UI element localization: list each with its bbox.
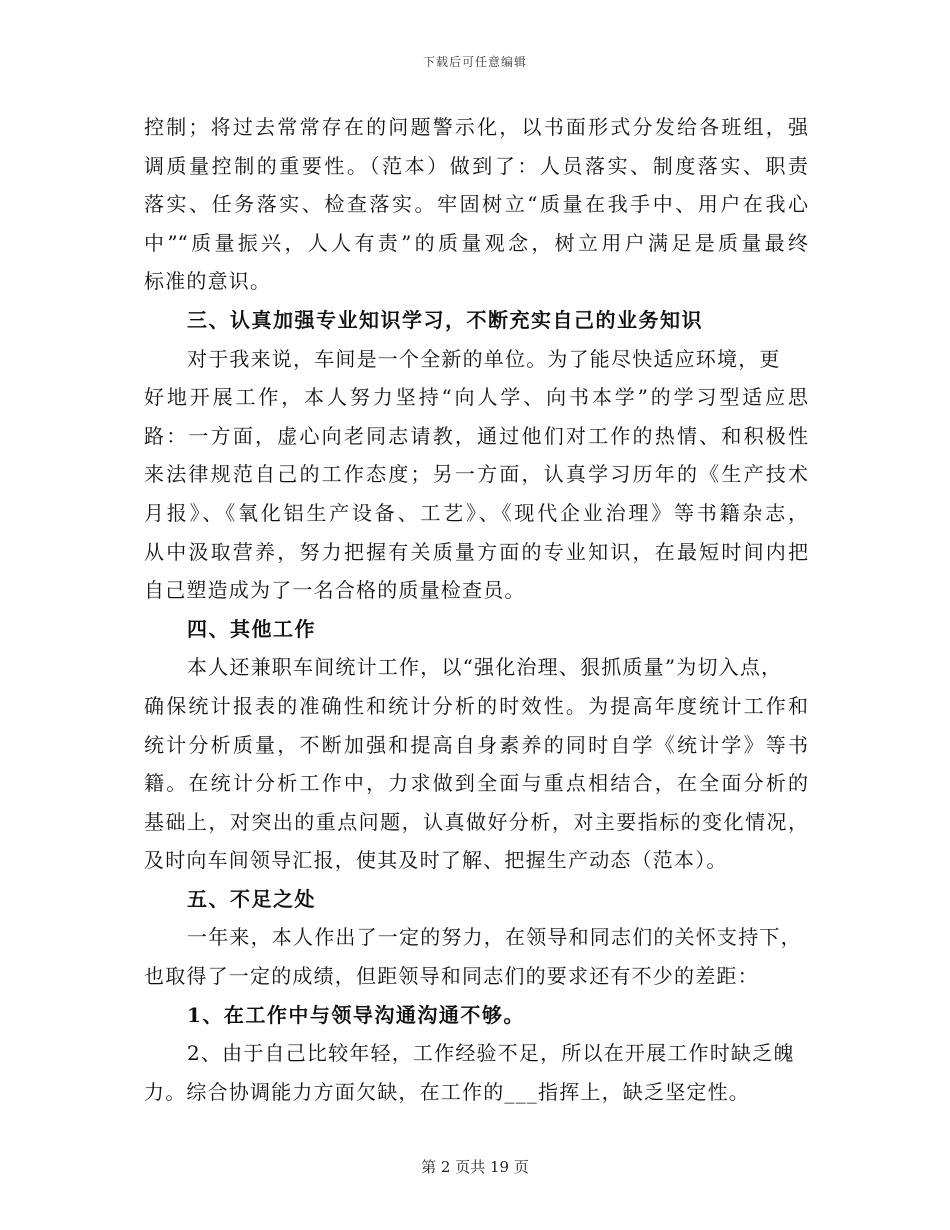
text-line: 2、由于自己比较年轻，工作经验不足，所以在开展工作时缺乏魄 — [187, 1041, 795, 1066]
section-heading: 三、认真加强专业知识学习，不断充实自己的业务知识 — [187, 307, 703, 332]
text-line: 落实、任务落实、检查落实。牢固树立“质量在我手中、用户在我心 — [144, 192, 808, 217]
section-heading: 五、不足之处 — [187, 886, 316, 911]
text-line: 也取得了一定的成绩，但距领导和同志们的要求还有不少的差距： — [144, 964, 759, 989]
text-line: 控制；将过去常常存在的问题警示化，以书面形式分发给各班组，强 — [144, 115, 808, 139]
text-line: 好地开展工作，本人努力坚持“向人学、向书本学”的学习型适应思 — [144, 385, 808, 410]
section-heading: 四、其他工作 — [187, 616, 316, 641]
text-line: 月报》、《氧化铝生产设备、工艺》、《现代企业治理》等书籍杂志， — [144, 500, 808, 525]
document-body — [144, 108, 808, 1111]
text-line: 标准的意识。 — [144, 269, 272, 294]
text-line: 确保统计报表的准确性和统计分析的时效性。为提高年度统计工作和 — [144, 693, 808, 718]
text-line: 本人还兼职车间统计工作，以“强化治理、狠抓质量”为切入点， — [187, 655, 783, 680]
text-line: 调质量控制的重要性。（范本）做到了：人员落实、制度落实、职责 — [144, 153, 808, 178]
text-line: 对于我来说，车间是一个全新的单位。为了能尽快适应环境，更 — [187, 346, 781, 371]
text-line: 一年来，本人作出了一定的努力，在领导和同志们的关怀支持下， — [187, 925, 802, 950]
section-heading: 1、在工作中与领导沟通沟通不够。 — [187, 1002, 525, 1027]
text-line: 统计分析质量，不断加强和提高自身素养的同时自学《统计学》等书 — [144, 732, 808, 757]
text-line: 来法律规范自己的工作态度；另一方面，认真学习历年的《生产技术 — [144, 462, 808, 487]
text-line: 籍。在统计分析工作中，力求做到全面与重点相结合，在全面分析的 — [144, 771, 808, 796]
page-header: 下载后可任意编辑 — [422, 55, 527, 69]
text-line: 路：一方面，虚心向老同志请教，通过他们对工作的热情、和积极性 — [144, 423, 808, 448]
text-line: 基础上，对突出的重点问题，认真做好分析，对主要指标的变化情况， — [144, 809, 808, 834]
text-line: 力。综合协调能力方面欠缺，在工作的___指挥上，缺乏坚定性。 — [144, 1079, 750, 1104]
page-number: 第 2 页共 19 页 — [421, 1158, 529, 1176]
text-line: 从中汲取营养，努力把握有关质量方面的专业知识，在最短时间内把 — [144, 539, 808, 564]
text-line: 自己塑造成为了一名合格的质量检查员。 — [144, 578, 526, 603]
text-line: 及时向车间领导汇报，使其及时了解、把握生产动态（范本）。 — [144, 848, 728, 873]
text-line: 中”“质量振兴，人人有责”的质量观念，树立用户满足是质量最终 — [144, 230, 808, 255]
